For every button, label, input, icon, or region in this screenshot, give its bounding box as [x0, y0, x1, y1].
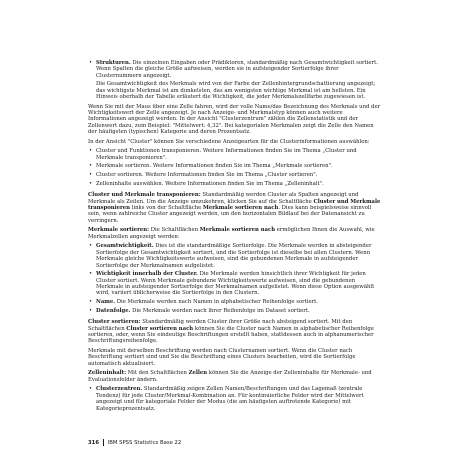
page-body [88, 60, 382, 414]
footer-divider [103, 439, 104, 446]
paragraph-transponieren: Cluster und Merkmale transponieren: Standardmäßig werden Cluster als Spalten angezeigt und Merkmale als Zeilen. Um die Anzeige umzukehren, klicken Sie auf die Schaltfläche Cluster und Merkmale transponieren links von der Schaltfläche Merkmale sortieren nach. Dies kann beispielsweise sinnvoll sein, wenn zahlreiche Cluster angezeigt werden, um den horizontalen Bildlauf bei der Datenansicht zu verringern. [88, 192, 381, 224]
heading-transponieren: Cluster und Merkmale transponieren: [88, 192, 201, 199]
heading-merkmale-sortieren: Merkmale sortieren: [88, 227, 150, 234]
list-cell-content [88, 386, 382, 412]
list-sort-options [88, 243, 382, 314]
paragraph-beschriftung: Merkmale mit derselben Beschriftung werden nach Clusternamen sortiert. Wenn die Cluster nach Beschriftung sortiert sind und Sie die Beschriftung eines Clusters bearbeiten, wird die Sortierfolge automatisch aktualisiert. [88, 348, 356, 367]
list-item: • Wichtigkeit innerhalb der Cluster. Die Merkmale werden hinsichtlich ihrer Wichtigkeit für jeden Cluster sortiert. Wenn Merkmale gebundene Wichtigkeitswerte aufweisen, sind die gebundenen Merkmale in aufsteigender Sortierfolge der Merkmalnamen aufgelistet. Wenn diese Option ausgewählt wird, variiert üblicherweise die Sortierfolge in den Clustern. [88, 271, 382, 297]
text-strukturen: Die einzelnen Eingaben oder Prädiktoren, standardmäßig nach Gesamtwichtigkeit sortiert. Wenn Spalten die gleiche Größe aufweisen, werden sie in aufsteigender Sortierfolge ihrer Clusternummern angezeigt. [96, 60, 378, 79]
button-ref-transponieren: Cluster und Merkmale transponieren [88, 198, 381, 212]
heading-zelleninhalt: Zelleninhalt: [88, 370, 127, 377]
list-item: • Cluster sortieren. Weitere Informationen finden Sie im Thema „Cluster sortieren". [88, 172, 382, 178]
paragraph-cluster-sortieren: Cluster sortieren: Standardmäßig werden Cluster ihrer Größe nach absteigend sortiert. Mit den Schaltflächen Cluster sortieren nach können Sie die Cluster nach Namen in alphabetischer Reihenfolge sortieren, oder, wenn Sie eindeutige Beschriftungen erstellt haben, stattdessen auch in alphanumerischer Beschriftungsreihenfolge. [88, 319, 374, 345]
list-item: • Clusterzentren. Standardmäßig zeigen Zellen Namen/Beschriftungen und das Lagemaß (zentrale Tendenz) für jede Cluster/Merkmal-Kombination an. Für kontinuierliche Felder wird der Mittelwert angezeigt und für kategoriale Felder der Modus (die am häufigsten auftretende Kategorie) mit Kategorieprozentsatz. [88, 386, 382, 412]
paragraph-maus: Wenn Sie mit der Maus über eine Zelle fahren, wird der volle Name/das Bezeichnung des Merkmals und der Wichtigkeitswert der Zelle angezeigt. Je nach Anzeige- und Merkmalstyp können auch weitere Informationen angezeigt werden. In der Ansicht "Clusterzentrum" zählen die Zellenstatistik und der Zellenwert dazu, zum Beispiel: "Mittelwert: 4,32". Bei kategorialen Merkmalen zeigt die Zelle den Namen der häufigsten (typischen) Kategorie und deren Prozentsatz. [88, 103, 381, 136]
paragraph-merkmale-sortieren: Merkmale sortieren: Die Schaltflächen Merkmale sortieren nach ermöglichen Ihnen die Auswahl, wie Merkmalzellen angezeigt werden: [88, 227, 375, 240]
heading-cluster-sortieren: Cluster sortieren: [88, 319, 141, 326]
term-strukturen: Strukturen. [96, 60, 131, 66]
list-item: • Gesamtwichtigkeit. Dies ist die standardmäßige Sortierfolge. Die Merkmale werden in absteigender Sortierfolge der Gesamtwichtigkeit sortiert, und die Sortierfolge ist dieselbe bei allen Clustern. Wenn Merkmale gleiche Wichtigkeitswerte aufweisen, sind die gebundenen Merkmale in aufsteigender Sortierfolge der Merkmalnamen aufgelistet. [88, 243, 382, 269]
list-item: • Datenfolge. Die Merkmale werden nach ihrer Reihenfolge im Dataset sortiert. [88, 308, 382, 314]
list-item: • Merkmale sortieren. Weitere Informationen finden Sie im Thema „Merkmale sortieren". [88, 163, 382, 169]
list-item: • Cluster und Funktionen transponieren. Weitere Informationen finden Sie im Thema „Cluster und Merkmale transponieren". [88, 148, 382, 161]
list-item: • Name. Die Merkmale werden nach Namen in alphabetischer Reihenfolge sortiert. [88, 299, 382, 305]
paragraph-ansicht: In der Ansicht "Cluster" können Sie verschiedene Anzeigearten für die Clusterinformationen auswählen: [88, 138, 370, 145]
paragraph-zelleninhalt: Zelleninhalt: Mit den Schaltflächen Zellen können Sie die Anzeige der Zelleninhalte für Merkmale- und Evaluationsfelder ändern. [88, 370, 372, 383]
book-title: IBM SPSS Statistics Base 22 [107, 440, 182, 446]
button-ref-merkmale-sortieren: Merkmale sortieren nach [203, 205, 279, 212]
paragraph-gesamtwichtigkeit: Die Gesamtwichtigkeit des Merkmals wird von der Farbe der Zellenhintergrundschattierung angezeigt; das wichtigste Merkmal ist am dunkelsten, das am wenigsten wichtige Merkmal ist am hellsten. Ein Hinweis oberhalb der Tabelle erläutert die Wichtigkeit, die jeder Merkmalszellfarbe zugewiesen ist. [96, 81, 376, 101]
page-number: 316 [88, 440, 100, 446]
list-item-strukturen [88, 60, 382, 79]
list-item: • Zelleninhalte auswählen. Weitere Informationen finden Sie im Thema „Zelleninhalt". [88, 181, 382, 187]
page-footer [88, 439, 181, 446]
list-display-options [88, 148, 382, 187]
